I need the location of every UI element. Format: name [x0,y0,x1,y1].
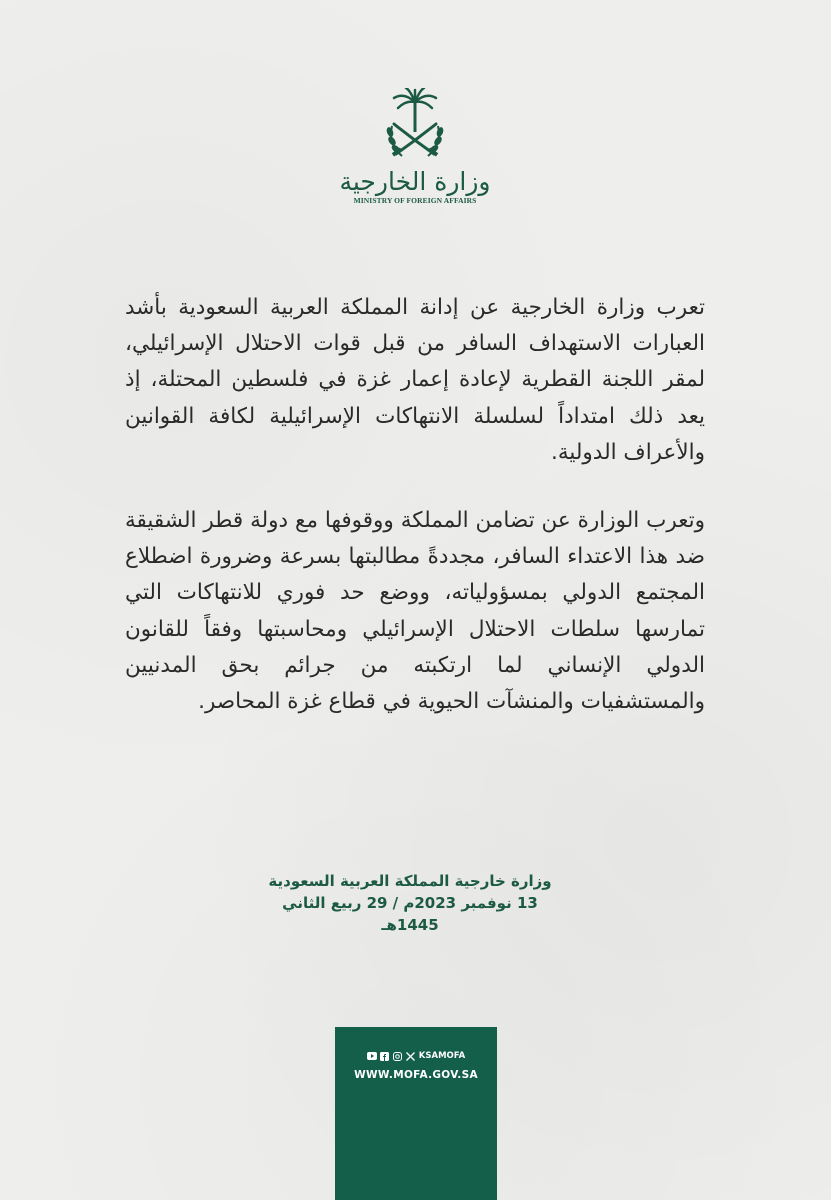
ministry-logo [335,88,495,218]
signature-block [260,870,560,936]
x-icon[interactable] [406,1051,416,1061]
issuer-name: وزارة خارجية المملكة العربية السعودية [268,872,552,890]
logo-english-name: MINISTRY OF FOREIGN AFFAIRS [353,196,477,205]
facebook-icon[interactable] [380,1051,390,1061]
youtube-icon[interactable] [367,1051,377,1061]
social-handle[interactable]: KSAMOFA [418,1051,466,1061]
statement-paragraph-2: وتعرب الوزارة عن تضامن المملكة ووقوفها مع دولة قطر الشقيقة ضد هذا الاعتداء السافر، مجددةً مطالبتها بسرعة وضرورة اضطلاع المجتمع الدولي بمسؤولياته، ووضع حد فوري للانتهاكات التي تمارسها سلطات الاحتلال الإسرائيلي ومحاسبتها وفقاً للقانون الدولي الإنساني لما ارتكبته من جرائم بحق المدنيين والمستشفيات والمنشآت الحيوية في قطاع غزة المحاصر. [125,508,705,715]
instagram-icon[interactable] [393,1051,403,1061]
saudi-emblem-icon [380,88,450,166]
statement-date: 13 نوفمبر 2023م / 29 ربيع الثاني 1445هـ [282,894,538,934]
website-link[interactable]: WWW.MOFA.GOV.SA [354,1069,478,1081]
footer-panel [335,1027,497,1200]
statement-paragraph-1: تعرب وزارة الخارجية عن إدانة المملكة العربية السعودية بأشد العبارات الاستهداف السافر من قبل قوات الاحتلال الإسرائيلي، لمقر اللجنة القطرية لإعادة إعمار غزة في فلسطين المحتلة، إذ يعد ذلك امتداداً لسلسلة الانتهاكات الإسرائيلية لكافة القوانين والأعراف الدولية. [125,295,705,465]
logo-arabic-name: وزارة الخارجية [339,167,491,196]
social-links [335,1051,497,1061]
